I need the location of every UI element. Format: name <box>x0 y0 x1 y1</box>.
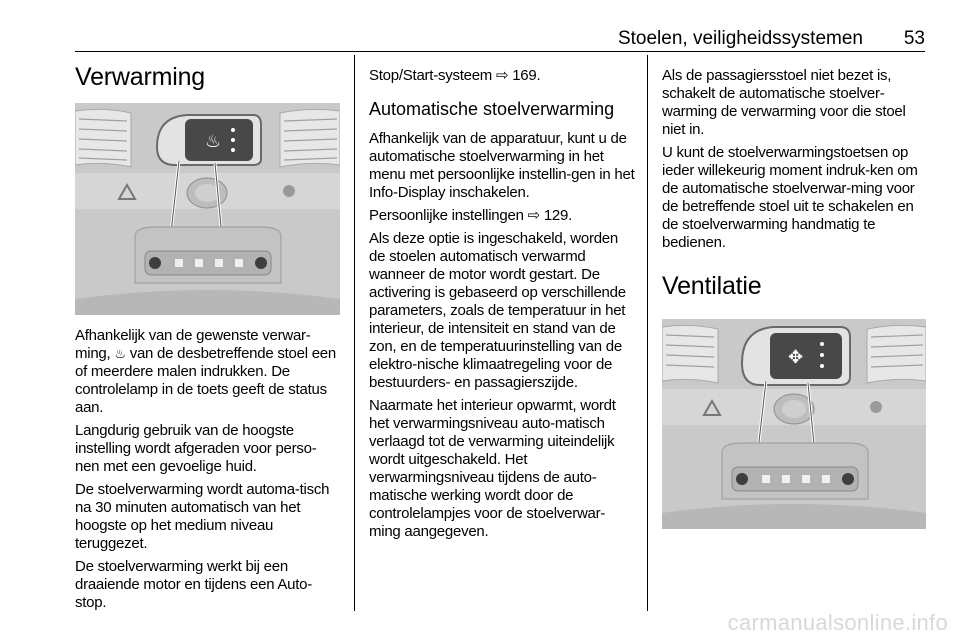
paragraph-1 <box>75 327 340 417</box>
heading-verwarming: Verwarming <box>75 63 205 91</box>
ventilation-buttons-illustration <box>662 319 926 529</box>
column-2 <box>369 56 636 546</box>
paragraph-1: Als de passagiersstoel niet bezet is, schakelt de automatische stoelver-warming de verwarming voor die stoel niet in. <box>662 67 906 138</box>
p1-text-after: van de desbetreffende stoel een of meerdere malen indrukken. De controlelamp in de toets geeft de status aan. <box>75 345 336 416</box>
page-header <box>75 24 925 50</box>
column-1 <box>75 56 340 617</box>
paragraph-2: U kunt de stoelverwarmingstoetsen op ieder willekeurig moment indruk-ken om de automatische stoelverwar-ming voor de betreffende stoel uit te schakelen en de stoelverwarming handmatig te bedienen. <box>662 144 918 251</box>
heading-ventilatie: Ventilatie <box>662 272 762 300</box>
svg-text:✥: ✥ <box>788 347 804 368</box>
paragraph-1: Afhankelijk van de apparatuur, kunt u de automatische stoelverwarming in het menu met persoonlijke instellin-gen in het Info-Display inschakelen. <box>369 130 635 201</box>
header-rule <box>75 51 925 52</box>
heating-buttons-illustration <box>75 103 340 315</box>
column-divider-2 <box>647 55 648 611</box>
p1-text-before: Afhankelijk van de gewenste verwar-ming, <box>75 327 311 362</box>
paragraph-4: De stoelverwarming werkt bij een draaiende motor en tijdens een Auto-stop. <box>75 558 312 611</box>
section-title: Stoelen, veiligheidssystemen <box>617 28 863 49</box>
paragraph-3: De stoelverwarming wordt automa-tisch na 30 minuten automatisch van het hoogste op het medium niveau teruggezet. <box>75 481 330 552</box>
heading-automatische-stoelverwarming: Automatische stoelverwarming <box>369 99 615 119</box>
column-3 <box>662 56 928 529</box>
paragraph-2: Persoonlijke instellingen ⇨ 129. <box>369 207 573 224</box>
paragraph-3: Als deze optie is ingeschakeld, worden de stoelen automatisch verwarmd wanneer de motor wordt gestart. De activering is gebaseerd op verschillende parameters, zoals de temperatuur in het interieur, de intensiteit en stand van de zon, en de temperatuurinstelling van de elektro-nische klimaatregeling voor de bestuurders- en passagierszijde. <box>369 230 626 391</box>
paragraph-4: Naarmate het interieur opwarmt, wordt het verwarmingsniveau auto-matisch verlaagd tot de verwarming uiteindelijk wordt uitgeschakeld. Het verwarmingsniveau tijdens de auto-matische werking wordt door de controlelampjes voor de stoelverwar-ming aangegeven. <box>369 397 616 540</box>
page-number: 53 <box>903 28 925 49</box>
watermark: carmanualsonline.info <box>727 610 948 635</box>
column-divider-1 <box>354 55 355 611</box>
paragraph-2: Langdurig gebruik van de hoogste instelling wordt afgeraden voor perso-nen met een gevoelige huid. <box>75 422 317 475</box>
svg-text:♨: ♨ <box>205 131 222 152</box>
seat-heat-icon: ♨ <box>114 346 126 361</box>
stop-start-reference: Stop/Start-systeem ⇨ 169. <box>369 67 541 84</box>
